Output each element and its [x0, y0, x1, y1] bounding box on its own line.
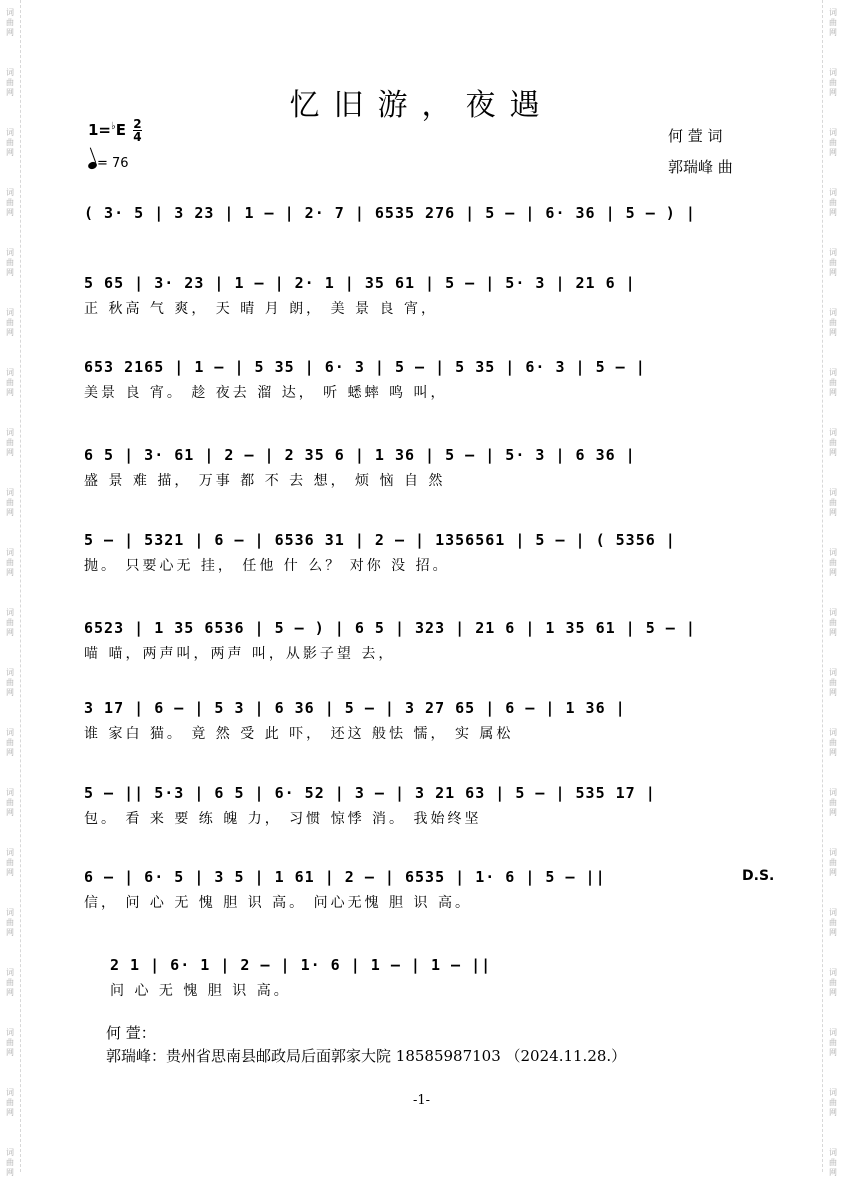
watermark-stamp: 词 曲 网 — [6, 368, 14, 397]
score-line — [84, 693, 758, 745]
notation-line: ( 3· 5 | 3 23 | 1 – | 2· 7 | 6535 276 | 5 – | 6· 36 | 5 – ) | — [84, 204, 696, 222]
score-line — [84, 525, 758, 577]
notation-line: 653 2165 | 1 – | 5 35 | 6· 3 | 5 – | 5 35 | 6· 3 | 5 – | — [84, 358, 646, 376]
watermark-stamp: 词 曲 网 — [829, 908, 837, 937]
time-top: 2 — [133, 117, 142, 131]
score-line — [84, 613, 758, 665]
lyrics-line: 信， 问 心 无 愧 胆 识 高。 问心无愧 胆 识 高。 — [84, 895, 472, 911]
watermark-stamp: 词 曲 网 — [829, 848, 837, 877]
watermark-stamp: 词 曲 网 — [6, 788, 14, 817]
watermark-stamp: 词 曲 网 — [6, 188, 14, 217]
watermark-stamp: 词 曲 网 — [829, 308, 837, 337]
watermark-stamp: 词 曲 网 — [6, 128, 14, 157]
footer-contact-1: 何 萱： — [106, 1024, 156, 1042]
watermark-stamp: 词 曲 网 — [829, 8, 837, 37]
watermark-stamp: 词 曲 网 — [829, 548, 837, 577]
lyrics-line: 正 秋高 气 爽， 天 晴 月 朗， 美 景 良 宵， — [84, 301, 438, 317]
watermark-stamp: 词 曲 网 — [829, 428, 837, 457]
score-line — [84, 198, 758, 250]
watermark-stamp: 词 曲 网 — [829, 608, 837, 637]
score-line — [84, 778, 758, 830]
lyrics-line: 问 心 无 愧 胆 识 高。 — [110, 983, 291, 999]
composer-credit: 郭瑞峰 曲 — [668, 158, 733, 176]
watermark-stamp: 词 曲 网 — [6, 1148, 14, 1177]
watermark-stamp: 词 曲 网 — [829, 728, 837, 757]
score-line — [110, 950, 784, 1002]
watermark-stamp: 词 曲 网 — [6, 848, 14, 877]
time-bottom: 4 — [133, 130, 142, 144]
watermark-stamp: 词 曲 网 — [829, 68, 837, 97]
watermark-stamp: 词 曲 网 — [6, 968, 14, 997]
lyricist-credit: 何 萱 词 — [668, 127, 723, 145]
tempo-value: = 76 — [97, 156, 129, 171]
watermark-stamp: 词 曲 网 — [6, 248, 14, 277]
score-line — [84, 268, 758, 320]
lyrics-line: 谁 家白 猫。 竟 然 受 此 吓， 还这 般怯 懦， 实 属松 — [84, 726, 514, 742]
watermark-stamp: 词 曲 网 — [829, 1088, 837, 1117]
watermark-stamp: 词 曲 网 — [6, 8, 14, 37]
key-note: E — [115, 121, 126, 139]
watermark-stamp: 词 曲 网 — [829, 368, 837, 397]
notation-line: 2 1 | 6· 1 | 2 – | 1· 6 | 1 – | 1 – || — [110, 956, 492, 974]
watermark-stamp: 词 曲 网 — [6, 728, 14, 757]
lyrics-line — [84, 228, 758, 250]
watermark-stamp: 词 曲 网 — [829, 188, 837, 217]
lyrics-line: 美景 良 宵。 趁 夜去 溜 达， 听 蟋蟀 鸣 叫， — [84, 385, 448, 401]
watermark-stamp: 词 曲 网 — [829, 488, 837, 517]
lyrics-line: 包。 看 来 要 练 魄 力， 习惯 惊悸 消。 我始终坚 — [84, 811, 482, 827]
watermark-stamp: 词 曲 网 — [6, 1088, 14, 1117]
song-title: 忆旧游，夜遇 — [289, 88, 554, 123]
notation-line: 6 5 | 3· 61 | 2 – | 2 35 6 | 1 36 | 5 – | 5· 3 | 6 36 | — [84, 446, 636, 464]
watermark-stamp: 词 曲 网 — [6, 1028, 14, 1057]
watermark-stamp: 词 曲 网 — [829, 1148, 837, 1177]
score-line — [84, 862, 775, 914]
notation-line: 6 – | 6· 5 | 3 5 | 1 61 | 2 – | 6535 | 1· 6 | 5 – || — [84, 868, 606, 886]
watermark-stamp: 词 曲 网 — [6, 668, 14, 697]
key-prefix: 1= — [88, 121, 112, 139]
watermark-stamp: 词 曲 网 — [6, 308, 14, 337]
notation-line: 5 – || 5·3 | 6 5 | 6· 52 | 3 – | 3 21 63 | 5 – | 535 17 | — [84, 784, 656, 802]
page-number: -1- — [412, 1093, 431, 1108]
lyrics-line: 盛 景 难 描， 万事 都 不 去 想， 烦 恼 自 然 — [84, 473, 446, 489]
watermark-stamp: 词 曲 网 — [6, 548, 14, 577]
notation-line: 5 65 | 3· 23 | 1 – | 2· 1 | 35 61 | 5 – | 5· 3 | 21 6 | — [84, 274, 636, 292]
notation-line: 3 17 | 6 – | 5 3 | 6 36 | 5 – | 3 27 65 | 6 – | 1 36 | — [84, 699, 626, 717]
watermark-stamp: 词 曲 网 — [829, 1028, 837, 1057]
watermark-stamp: 词 曲 网 — [6, 68, 14, 97]
watermark-stamp: 词 曲 网 — [6, 488, 14, 517]
flat-sign: ♭ — [111, 121, 116, 132]
score-line — [84, 352, 758, 404]
time-signature — [133, 118, 141, 143]
watermark-stamp: 词 曲 网 — [829, 968, 837, 997]
lyrics-line: 喵 喵，两声叫，两声 叫，从影子望 去， — [84, 646, 396, 662]
tempo-mark — [88, 156, 129, 171]
dal-segno-mark: D.S. — [742, 868, 775, 884]
watermark-stamp: 词 曲 网 — [829, 128, 837, 157]
watermark-stamp: 词 曲 网 — [829, 248, 837, 277]
watermark-stamp: 词 曲 网 — [6, 908, 14, 937]
watermark-stamp: 词 曲 网 — [829, 668, 837, 697]
watermark-stamp: 词 曲 网 — [6, 608, 14, 637]
footer-contact-2: 郭瑞峰：贵州省思南县邮政局后面郭家大院 18585987103 （2024.11.28.） — [106, 1047, 627, 1065]
notation-line: 6523 | 1 35 6536 | 5 – ) | 6 5 | 323 | 21 6 | 1 35 61 | 5 – | — [84, 619, 696, 637]
watermark-stamp: 词 曲 网 — [829, 788, 837, 817]
lyrics-line: 抛。 只要心无 挂， 任他 什 么？ 对你 没 招。 — [84, 558, 450, 574]
watermark-stamp: 词 曲 网 — [6, 428, 14, 457]
notation-line: 5 – | 5321 | 6 – | 6536 31 | 2 – | 1356561 | 5 – | ( 5356 | — [84, 531, 676, 549]
key-signature — [88, 118, 142, 143]
score-line — [84, 440, 758, 492]
